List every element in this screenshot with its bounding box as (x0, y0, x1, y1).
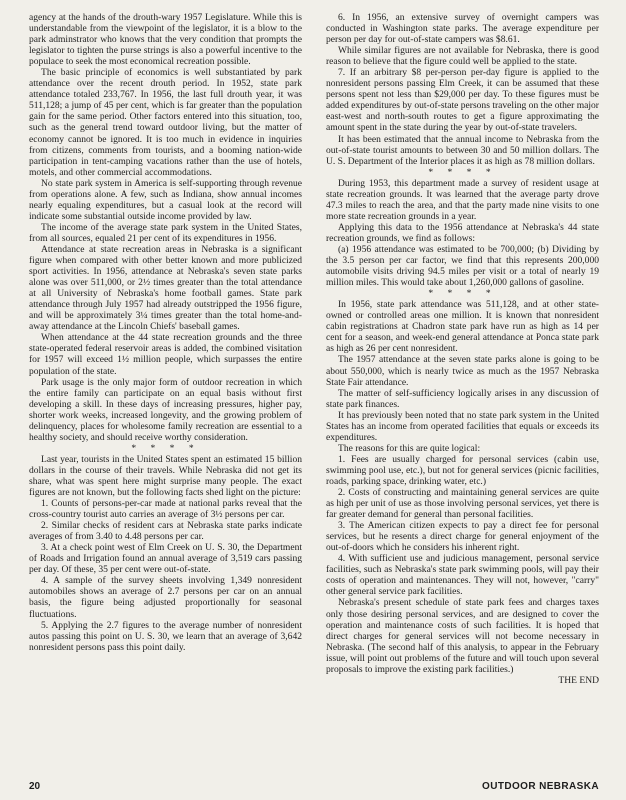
paragraph: It has previously been noted that no state park system in the United States has an income from operated facilities that equals or exceeds its expenditures. (326, 409, 599, 443)
paragraph: 5. Applying the 2.7 figures to the average number of nonresident autos passing this point on U. S. 30, we learn that an average of 3,642 nonresident persons pass this point daily. (29, 619, 302, 653)
paragraph: agency at the hands of the drouth-wary 1957 Legislature. While this is understandable from the viewpoint of the legislator, it is a blow to the park adminstrator who knows that the very condition that prompts the legislator to tighten the purse strings is also a powerful incentive to the populace to seek the most economical recreation possible. (29, 12, 302, 68)
paragraph: While similar figures are not available for Nebraska, there is good reason to believe that the figure could well be applied to the state. (326, 45, 599, 68)
paragraph: It has been estimated that the annual income to Nebraska from the out-of-state tourist amounts to between 30 and 50 million dollars. The U. S. Department of the Interior places it as high as 78 million dollars. (326, 133, 599, 167)
paragraph: The reasons for this are quite logical: (338, 442, 481, 454)
paragraph: 4. With sufficient use and judicious management, personal service facilities, such as Nebraska's state park swimming pools, will pay their costs of operation and maintenances. They will not, however, "carry" other general service park facilities. (326, 553, 599, 598)
paragraph: 2. Similar checks of resident cars at Nebraska state parks indicate averages of from 3.40 to 4.48 persons per car. (29, 520, 302, 543)
paragraph: 6. In 1956, an extensive survey of overnight campers was conducted in Washington state parks. The average expenditure per person per day for out-of-state campers was $8.61. (326, 12, 599, 46)
end-marker: THE END (558, 674, 599, 686)
paragraph: Last year, tourists in the United States spent an estimated 15 billion dollars in the course of their travels. While Nebraska did not get its share, what was spent here might surprise many people. The exact figures are not known, but the following facts shed light on the picture: (29, 453, 302, 499)
paragraph: 1. Counts of persons-per-car made at national parks reveal that the cross-country tourist auto carries an average of 3½ persons per car. (29, 498, 302, 521)
left-column (29, 12, 302, 653)
paragraph: The 1957 attendance at the seven state parks alone is going to be about 550,000, which is nearly twice as much as the 1957 Nebraska State Fair attendance. (326, 354, 599, 388)
paragraph: 7. If an arbitrary $8 per-person per-day figure is applied to the nonresident persons passing Elm Creek, it can be assumed that these persons spent not less than $29,000 per day. To these figures must be added expenditures by out-of-state persons traveling on the other major east-west and north-south routes to get a figure approximating the amount spent in the state during the year by out-of-state travelers. (326, 67, 599, 134)
paragraph: Park usage is the only major form of outdoor recreation in which the entire family can participate on an equal basis without first developing a skill. In these days of increasing pressures, higher pay, shorter work weeks, increased longevity, and the growing problem of delinquency, places for wholesome family recreation are essential to a healthy society, and should receive worthy consideration. (29, 376, 302, 443)
paragraph: No state park system in America is self-supporting through revenue from operations alone. A few, such as Indiana, show annual incomes nearly equaling expenditures, but a casual look at the record will indicate some substantial outside income provided by law. (29, 177, 302, 222)
section-separator: * * * * (131, 442, 200, 454)
paragraph: In 1956, state park attendance was 511,128, and at other state-owned or controlled areas one million. It is known that nonresident cabin registrations at Chadron state park have run as high as 14 per cent for a season, and week-end general attendance at Ponca state park as high as 26 per cent nonresident. (326, 299, 599, 355)
paragraph: When attendance at the 44 state recreation grounds and the three state-operated federal reservoir areas is added, the combined visitation for 1957 will exceed 1½ million people, which surpasses the entire population of the state. (29, 332, 302, 377)
section-separator: * * * * (428, 166, 497, 178)
paragraph: Attendance at state recreation areas in Nebraska is a significant figure when compared with other better known and more publicized sport activities. In 1956, attendance at Nebraska's seven state parks alone was over 511,000, or 2½ times greater than the total attendance at all University of Nebraska's home football games. State park attendance through July 1957 had already outstripped the 1956 figure, and will be approximately 3¼ times greater than the total home-and-away attendance at the Lincoln Chiefs' baseball games. (29, 243, 302, 333)
paragraph: The matter of self-sufficiency logically arises in any discussion of state park finances. (326, 387, 599, 410)
page-number: 20 (29, 781, 41, 792)
paragraph: The basic principle of economics is well substantiated by park attendance over the recent drouth period. In 1952, state park attendance totaled 233,767. In 1956, the last full drouth year, it was 511,128; a jump of 45 per cent, which is far greater than the population gain for the same period. Other factors entered into this situation, too, such as the general trend toward outdoor living, but the matter of economy cannot be ignored. It is too much in evidence in inquiries from citizens, comments from tourists, and a booming nation-wide participation in tent-camping vacations rather than the use of hotels, motels, and other commercial accommodations. (29, 67, 302, 178)
paragraph: 3. The American citizen expects to pay a direct fee for personal services, but he resents a direct charge for general enjoyment of the out-of-doors which he considers his inherent right. (326, 520, 599, 554)
paragraph: The income of the average state park system in the United States, from all sources, equaled 21 per cent of its expenditures in 1956. (29, 221, 302, 244)
paragraph: Nebraska's present schedule of state park fees and charges taxes only those desiring personal services, and are designed to cover the operation and maintenance costs of such facilities. It is hoped that direct charges for general services will not become necessary in Nebraska. (The second half of this analysis, to appear in the February issue, will point out problems of the future and will touch upon several proposals to improve the existing park facilities.) (326, 597, 599, 675)
paragraph: 3. At a check point west of Elm Creek on U. S. 30, the Department of Roads and Irrigation found an annual average of 3,519 cars passing per day. Of these, 35 per cent were out-of-state. (29, 542, 302, 576)
paragraph: 4. A sample of the survey sheets involving 1,349 nonresident automobiles shows an average of 2.7 persons per car on an annual basis, the figure being adjusted proportionally for seasonal fluctuations. (29, 575, 302, 620)
paragraph: 2. Costs of constructing and maintaining general services are quite as high per unit of use as those involving personal services, yet there is far greater demand for general than personal facilities. (326, 487, 599, 521)
right-column (326, 12, 599, 686)
paragraph: (a) 1956 attendance was estimated to be 700,000; (b) Dividing by the 3.5 person per car factor, we find that this represents 200,000 automobile visits driving 94.5 miles per visit or a total of nearly 19 million miles. This would take about 1,260,000 gallons of gasoline. (326, 243, 599, 289)
paragraph: During 1953, this department made a survey of resident usage at state recreation grounds. It was learned that the average party drove 47.3 miles to reach the area, and that the party made nine visits to one more state recreation grounds in a year. (326, 177, 599, 222)
magazine-page (29, 12, 599, 782)
section-separator: * * * * (428, 288, 497, 300)
paragraph: Applying this data to the 1956 attendance at Nebraska's 44 state recreation grounds, we find as follows: (326, 221, 599, 244)
page-footer (29, 781, 599, 795)
paragraph: 1. Fees are usually charged for personal services (cabin use, swimming pool use, etc.), but not for general services (picnic facilities, roads, parking space, drinking water, etc.) (326, 453, 599, 487)
magazine-name: OUTDOOR NEBRASKA (482, 781, 599, 792)
